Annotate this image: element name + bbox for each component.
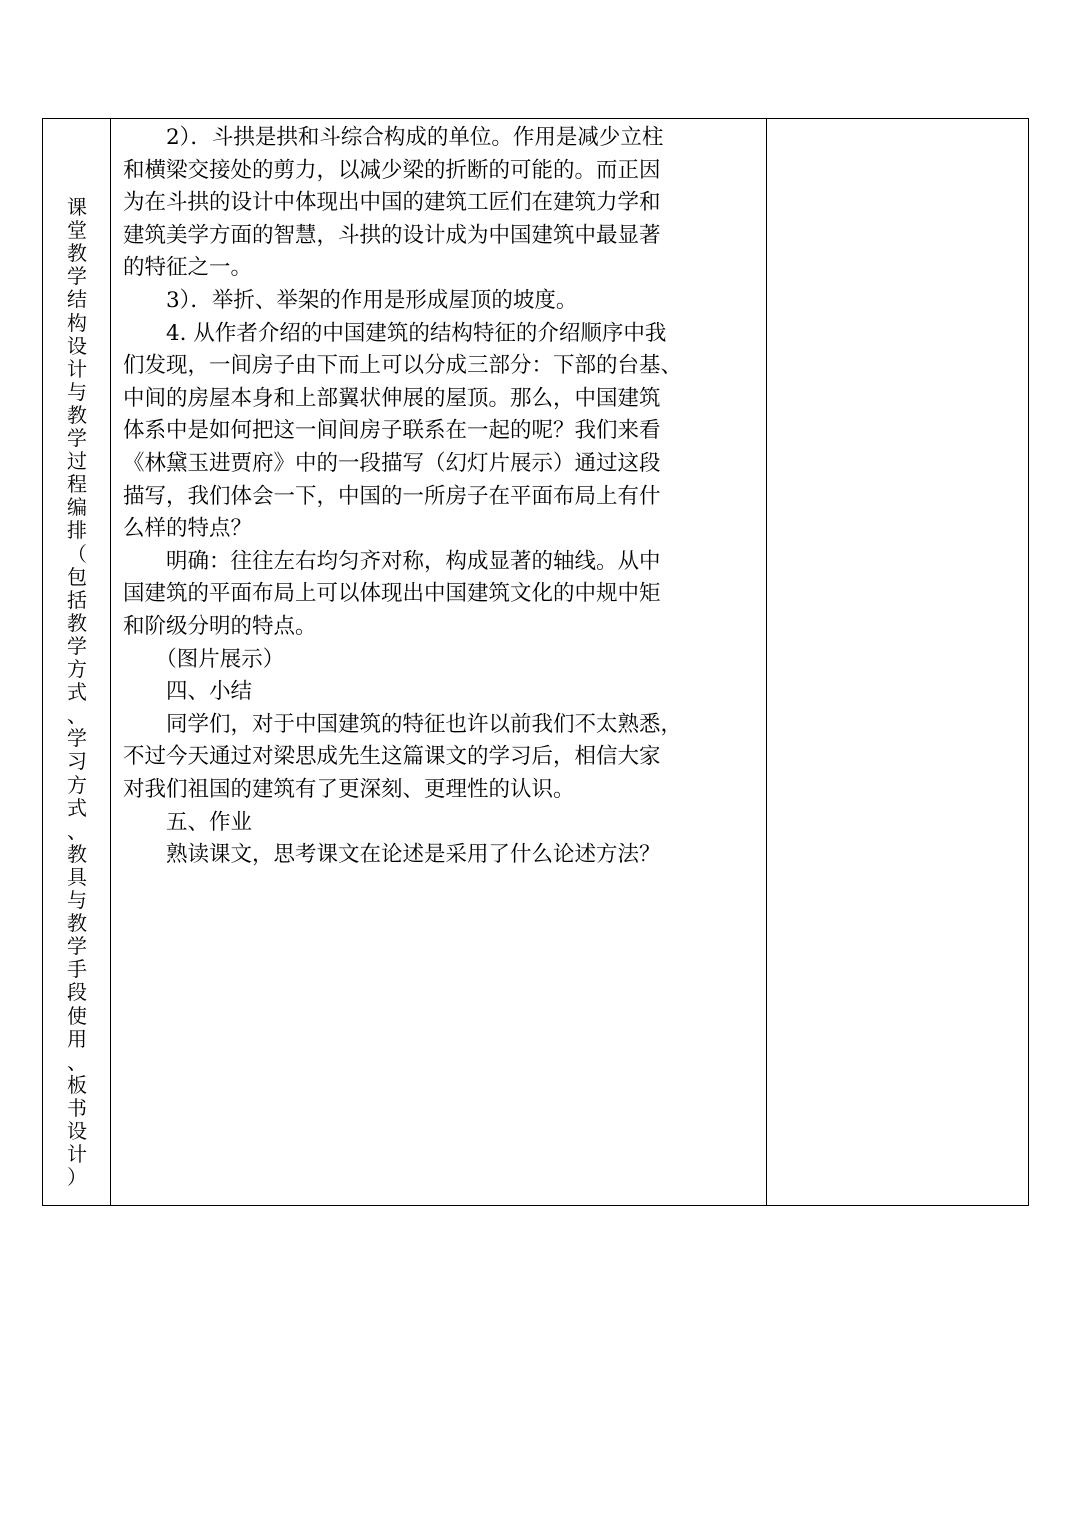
content-line: 描写，我们体会一下，中国的一所房子在平面布局上有什 [123,483,661,509]
lesson-plan-table [42,118,1029,1206]
content-line: 同学们，对于中国建筑的特征也许以前我们不太熟悉， [123,711,683,737]
section-label-char: ） [67,1165,87,1190]
content-line: 五、作业 [123,809,253,835]
content-line: 们发现，一间房子由下而上可以分成三部分：下部的台基、 [123,353,683,379]
content-line: 3）．举折、举架的作用是形成屋顶的坡度。 [123,288,578,313]
section-label-char: 编 [67,495,87,520]
content-line: 2）．斗拱是拱和斗综合构成的单位。作用是减少立柱 [123,125,664,150]
section-label-char: 教 [67,402,87,427]
section-label-char: 书 [67,1095,87,1120]
content-line: 国建筑的平面布局上可以体现出中国建筑文化的中规中矩 [123,581,661,607]
section-label-char: 堂 [67,218,87,243]
section-label-char: 与 [67,379,87,404]
section-label-char: 习 [67,749,87,774]
section-label-char: 课 [67,195,87,219]
content-line: 《林黛玉进贾府》中的一段描写（幻灯片展示）通过这段 [123,451,661,476]
section-label-char: 构 [67,310,87,335]
section-label-char: 学 [67,633,87,658]
section-label-char: 用 [67,1026,87,1051]
section-label-char: 过 [67,449,87,474]
content-line: 和横梁交接处的剪力，以减少梁的折断的可能的。而正因 [123,157,661,183]
section-label-char: 使 [67,1003,87,1028]
section-label-char: 计 [67,356,87,381]
section-label-char: 排 [67,518,87,543]
content-line: 4. 从作者介绍的中国建筑的结构特征的介绍顺序中我 [123,320,667,346]
section-label-char: 方 [67,657,87,681]
content-line: 的特征之一。 [123,255,253,281]
section-label-char: （ [67,541,87,566]
column-divider-right [766,119,767,1205]
section-label-char: 教 [67,610,87,635]
section-label-char: 式 [67,795,87,820]
content-line: 么样的特点？ [123,516,253,542]
section-label-char: 教 [67,241,87,266]
section-label-char: 括 [67,587,87,612]
section-label-cell [43,119,111,1205]
content-line: 建筑美学方面的智慧，斗拱的设计成为中国建筑中最显著 [123,222,661,248]
section-label-char: 学 [67,264,87,289]
section-label-char: 结 [67,287,87,312]
content-line: 明确：往往左右均匀齐对称，构成显著的轴线。从中 [123,548,661,574]
section-label-char: 与 [67,888,87,912]
section-label-char: 段 [67,980,87,1005]
notes-cell [769,119,1027,1205]
section-label-char: 、 [67,1049,87,1074]
section-label-char: 式 [67,680,87,705]
content-line: 体系中是如何把这一间间房子联系在一起的呢？我们来看 [123,418,661,444]
content-line: 中间的房屋本身和上部翼状伸展的屋顶。那么，中国建筑 [123,385,661,411]
section-label-char: 教 [67,841,87,866]
section-label-char: 教 [67,911,87,936]
section-label-char: 学 [67,934,87,959]
section-label-char: 设 [67,333,87,358]
section-label-char: 程 [67,472,87,497]
section-label-char: 包 [67,564,87,589]
section-label-char: 、 [67,818,87,843]
column-divider-left [110,119,111,1205]
content-line: 对我们祖国的建筑有了更深刻、更理性的认识。 [123,777,575,802]
section-label-char: 板 [67,1072,87,1097]
section-label-char: 设 [67,1119,87,1143]
section-label-char: 学 [67,426,87,450]
section-label-char: 具 [67,864,87,889]
content-line: （图片展示） [123,646,285,672]
content-line: 为在斗拱的设计中体现出中国的建筑工匠们在建筑力学和 [123,190,661,216]
section-label-char: 手 [67,957,87,982]
content-line: 熟读课文，思考课文在论述是采用了什么论述方法？ [123,842,661,868]
section-label-char: 计 [67,1142,87,1167]
content-line: 四、小结 [123,679,253,705]
content-line: 和阶级分明的特点。 [123,614,317,639]
content-line: 不过今天通过对梁思成先生这篇课文的学习后，相信大家 [123,744,661,770]
section-label-char: 学 [67,726,87,751]
section-label-char: 、 [67,703,87,728]
section-label-char: 方 [67,772,87,797]
